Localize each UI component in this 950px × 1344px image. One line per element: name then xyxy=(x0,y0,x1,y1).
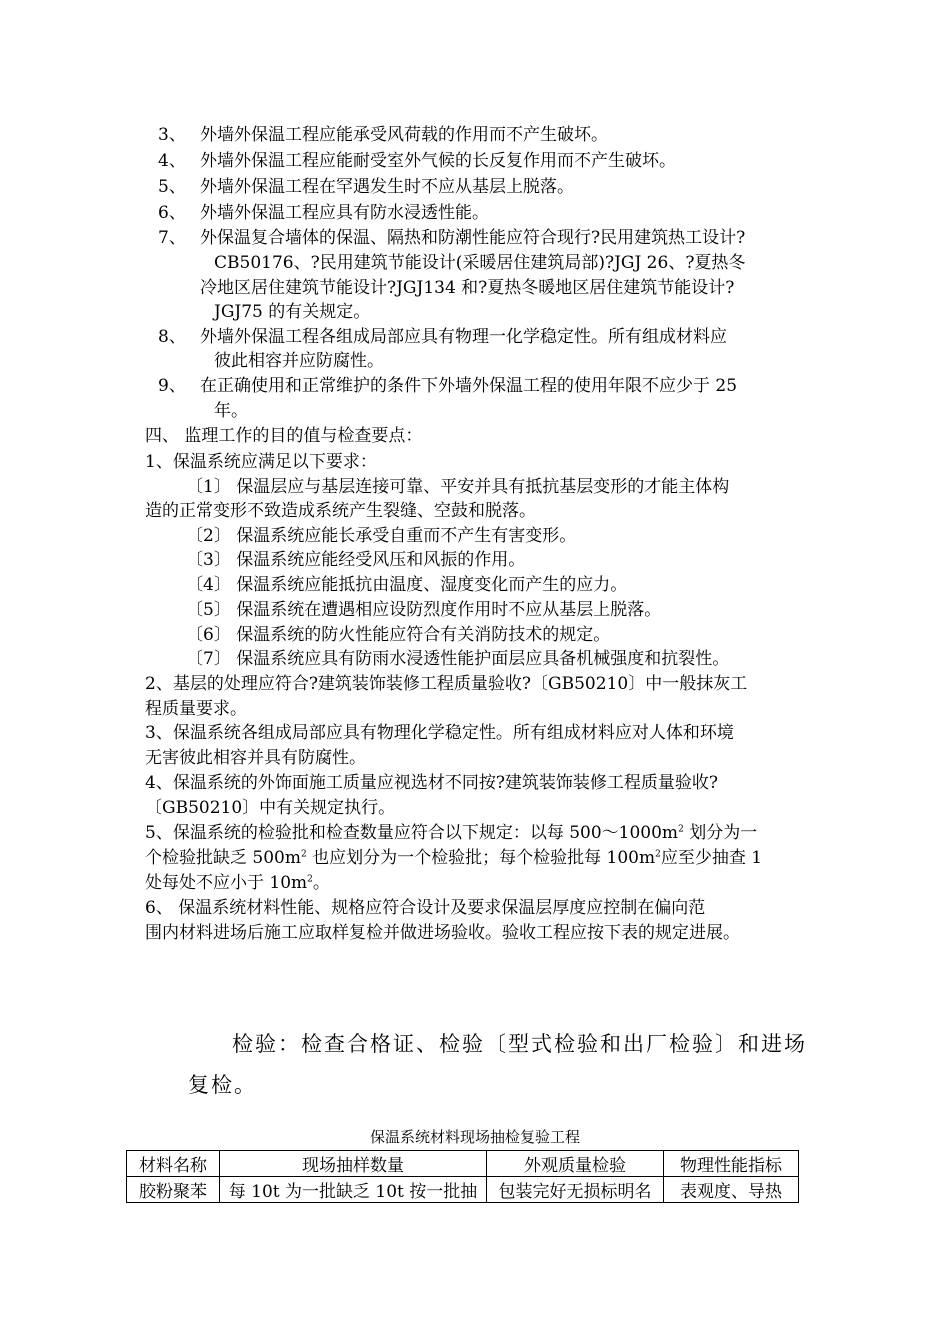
inspection-note-line2: 复检。 xyxy=(188,1073,257,1097)
paragraph-4-line1: 4、保温系统的外饰面施工质量应视选材不同按?建筑装饰装修工程质量验收? xyxy=(145,773,719,793)
requirement-item-2: 〔2〕 保温系统应能长承受自重而不产生有害变形。 xyxy=(186,526,577,546)
paragraph-6-line1: 6、 保温系统材料性能、规格应符合设计及要求保温层厚度应控制在偏向范 xyxy=(145,898,706,918)
list-item-7-line4: JGJ75 的有关规定。 xyxy=(214,302,371,322)
requirement-item-3: 〔3〕 保温系统应能经受风压和风振的作用。 xyxy=(186,550,526,570)
paragraph-4-line2: 〔GB50210〕中有关规定执行。 xyxy=(145,798,396,818)
paragraph-2-line2: 程质量要求。 xyxy=(145,699,247,719)
table-cell: 表观度、导热 xyxy=(664,1177,799,1203)
paragraph-5-line2: 个检验批缺乏 $500m^2$ 也应划分为一个检验批；每个检验批每 $100m^2$应至少抽查 1 xyxy=(145,848,763,868)
list-item-9: 9、 在正确使用和正常维护的条件下外墙外保温工程的使用年限不应少于 25 xyxy=(158,376,738,396)
requirement-item-1-line2: 造的正常变形不致造成系统产生裂缝、空鼓和脱落。 xyxy=(145,501,536,521)
paragraph-5-line3: 处每处不应小于 $10m^2$。 xyxy=(145,873,330,893)
list-item-8-line2: 彼此相容并应防腐性。 xyxy=(214,351,384,371)
list-item-3: 3、 外墙外保温工程应能承受风荷载的作用而不产生破坏。 xyxy=(158,125,608,145)
list-item-9-line2: 年。 xyxy=(214,401,248,421)
table-row xyxy=(127,1177,799,1203)
requirement-item-6: 〔6〕 保温系统的防火性能应符合有关消防技术的规定。 xyxy=(186,625,611,645)
section-heading: 四、 监理工作的目的值与检查要点： xyxy=(145,426,423,446)
paragraph-6-line2: 围内材料进场后施工应取样复检并做进场验收。验收工程应按下表的规定进展。 xyxy=(145,923,740,943)
table-header-cell: 材料名称 xyxy=(127,1151,220,1177)
list-item-5: 5、 外墙外保温工程在罕遇发生时不应从基层上脱落。 xyxy=(158,177,574,197)
inspection-table xyxy=(126,1150,799,1203)
table-header-cell: 外观质量检验 xyxy=(487,1151,664,1177)
list-item-4: 4、 外墙外保温工程应能耐受室外气候的长反复作用而不产生破坏。 xyxy=(158,151,676,171)
table-caption: 保温系统材料现场抽检复验工程 xyxy=(369,1128,580,1146)
table-cell: 每 10t 为一批缺乏 10t 按一批抽 xyxy=(220,1177,487,1203)
inspection-note-line1: 检验：检查合格证、检验〔型式检验和出厂检验〕和进场 xyxy=(232,1032,807,1056)
list-item-8: 8、 外墙外保温工程各组成局部应具有物理一化学稳定性。所有组成材料应 xyxy=(158,327,727,347)
requirement-item-4: 〔4〕 保温系统应能抵抗由温度、湿度变化而产生的应力。 xyxy=(186,575,628,595)
paragraph-2-line1: 2、基层的处理应符合?建筑装饰装修工程质量验收?〔GB50210〕中一般抹灰工 xyxy=(145,674,748,694)
table-header-row xyxy=(127,1151,799,1177)
table-cell: 胶粉聚苯 xyxy=(127,1177,220,1203)
table-header-cell: 现场抽样数量 xyxy=(220,1151,487,1177)
list-item-7-line3: 冷地区居住建筑节能设计?JGJ134 和?夏热冬暖地区居住建筑节能设计? xyxy=(200,278,735,298)
list-item-7-line2: CB50176、?民用建筑节能设计(采暖居住建筑局部)?JGJ 26、?夏热冬 xyxy=(214,253,746,273)
paragraph-5-line1: 5、保温系统的检验批和检查数量应符合以下规定：以每 $500\sim 1000m^2$ 划分为一 xyxy=(145,823,758,843)
paragraph-3-line1: 3、保温系统各组成局部应具有物理化学稳定性。所有组成材料应对人体和环境 xyxy=(145,723,734,743)
requirement-item-5: 〔5〕 保温系统在遭遇相应设防烈度作用时不应从基层上脱落。 xyxy=(186,600,662,620)
list-item-6: 6、 外墙外保温工程应具有防水浸透性能。 xyxy=(158,203,489,223)
table-header-cell: 物理性能指标 xyxy=(664,1151,799,1177)
table-cell: 包装完好无损标明名 xyxy=(487,1177,664,1203)
paragraph-3-line2: 无害彼此相容并具有防腐性。 xyxy=(145,748,366,768)
requirements-title: 1、保温系统应满足以下要求： xyxy=(145,452,377,472)
list-item-7: 7、 外保温复合墙体的保温、隔热和防潮性能应符合现行?民用建筑热工设计? xyxy=(158,228,746,248)
requirement-item-7: 〔7〕 保温系统应具有防雨水浸透性能护面层应具备机械强度和抗裂性。 xyxy=(186,649,730,669)
requirement-item-1: 〔1〕 保温层应与基层连接可靠、平安并具有抵抗基层变形的才能主体构 xyxy=(186,477,730,497)
